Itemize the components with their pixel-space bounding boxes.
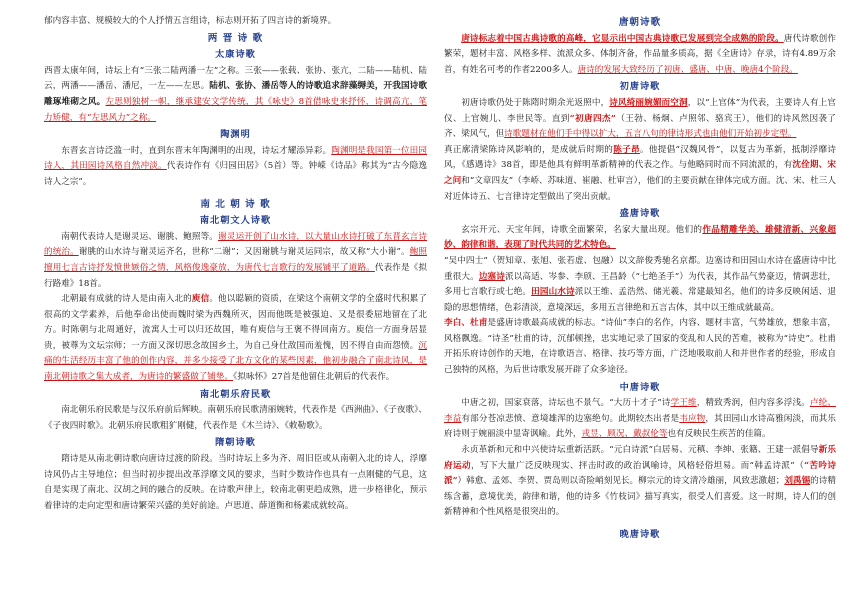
subsection-title-chu: 初唐诗歌 (619, 81, 661, 93)
text-span: ，写下大量广泛反映现实、抨击时政的政治讽喻诗，风格轻俗坦易。而“韩孟诗派”（ (470, 460, 805, 471)
highlight-span: 学王维 (670, 398, 697, 409)
highlight-span: 鲍照擅用七言古诗抒发愤世嫉俗之情，风格俊逸豪放，为唐代七言歌行的发展铺平了道路。 (44, 247, 427, 273)
text-span: 东晋玄言诗泛滥一时，直到东晋末年陶渊明的出现，诗坛才耀添异彩。 (61, 145, 332, 156)
highlight-span: 谢灵运开创了山水诗，以大量山水诗打破了东晋玄言诗的统治。 (44, 231, 427, 258)
paragraph-sui: 隋诗是从南北朝诗歌向唐诗过渡的阶段。当时诗坛上多为齐、周旧臣或从南朝入北的诗人，浮靡诗风仍占主导地位；但当时初步提出改革浮靡文风的要求，当时少数诗作也具有一点刚健的气息，这自是实现了南北、汉胡之间的融合的反映。在诗歌声律上，较南北朝更趋成熟，进一步格律化，预示着律诗的走向定型和唐诗繁荣兴盛的美好前途。卢思道、薛道衡和杨素成就较高。 (44, 454, 427, 511)
text-span: “吴中四士”（贺知章、张旭、张若虚、包融）以文辞俊秀驰名京都。边塞诗和田园山水诗在盛唐诗中比重很大。 (444, 255, 836, 282)
subsection-title-wan: 晚唐诗歌 (619, 529, 661, 540)
section-title-tang: 唐朝诗歌 (618, 17, 662, 28)
highlight-span: “初唐四杰” (569, 113, 616, 124)
highlight-span: 沉痛的生活经历丰富了他的创作内容，并多少接受了北方文化的某些因素，他初步融合了南北诗风，是南北朝诗歌之集大成者，为唐诗的繁盛做了铺垫。 (44, 340, 427, 383)
subsection-title-zhong: 中唐诗歌 (619, 381, 661, 393)
text-span: 代表诗作有《归园田居》（5首）等。钟嵘《诗品》称其为“古今隐逸诗人之宗”。 (44, 161, 427, 187)
text-span: 永贞革新和元和中兴使诗坛重新活跃。“元白诗派”白居易、元稹、李绅、张籍、王建一派倡导 (461, 445, 819, 456)
text-span: 西晋太康年间，诗坛上有“三张二陆两潘一左”之称。三张——张载、张协、张亢，二陆——陆机、陆云，两潘——潘岳、潘尼，一左——左思。 (44, 65, 427, 92)
paragraph-taikang (44, 64, 427, 126)
highlight-span: 唐诗的发展大致经历了初唐、盛唐、中唐、晚唐4个阶段。 (577, 64, 798, 75)
subsection-title-yuefu: 南北朝乐府民歌 (199, 388, 272, 400)
text-span: 《拟咏怀》27首是他留住北朝后的代表作。 (233, 372, 395, 383)
paragraph-wenren-2 (44, 292, 427, 386)
text-span: 和“文章四友”（李峤、苏味道、崔融、杜审言），他们的主要贡献在律体完成方面。沈、宋、杜三人对近体诗五、七言律诗定型做出了突出贡献。 (444, 175, 836, 202)
highlight-span: 李白、杜甫 (444, 318, 488, 329)
intro-paragraph: 郁内容丰富、规模较大的个人抒情五言组诗，标志则开拓了四言诗的新境界。 (44, 16, 337, 26)
text-span: 唐代诗歌创作繁荣，题材丰富、风格多样、流派众多、体制齐备，作品量多质高，据《全唐诗》存录，诗有4.89万余首，有姓名可考的作者2200多人。 (444, 33, 836, 75)
paragraph-tang (444, 32, 836, 79)
text-span: 中唐之初，国家衰落，诗坛也不景气。“大历十才子”诗 (461, 398, 671, 409)
text-span: ，其田园山水诗高雅闲淡，而其乐府诗则于婉丽淡中显寄讽喻。此外， (444, 413, 836, 440)
paragraph-sheng-1 (444, 223, 836, 254)
text-span: 的诗精练含蓄，意境优美，韵律和谐，他的诗多《竹枝词》描写真实，很受人们喜爱。这一时期，诗人们的创新精神和个性风格是很突出的。 (444, 476, 836, 518)
subsection-title-wenren: 南北朝文人诗歌 (199, 215, 272, 227)
text-span: 初唐诗歌仍处于陈隋时期余光返照中， (461, 97, 610, 108)
highlight-span: 韦应物 (679, 413, 706, 424)
highlight-span: “苦吟诗派” (444, 460, 836, 487)
highlight-span: 田园山水诗 (531, 287, 575, 298)
highlight-span: 卢纶、李益 (444, 398, 836, 424)
right-column (444, 14, 836, 544)
highlight-span: 陶渊明是我国第一位田园诗人，其田园诗风格自然冲淡。 (44, 145, 427, 172)
text-span: ）韩愈、孟郊、李贺、贾岛则以奇险峭刻见长。柳宗元的诗文清冷雄丽，风致悲激超； (457, 476, 785, 487)
text-span: 代表作是《拟行路难》18首。 (44, 262, 427, 289)
text-span: ，以“上官体”为代表，主要诗人有上官仪、上官婉儿、李世民等。直到 (444, 97, 836, 124)
text-span: 北朝最有成就的诗人是由南入北的 (61, 294, 192, 305)
text-span: 有部分苍凉悲愤、意境雄浑的边塞绝句。此期较杰出者是 (461, 413, 680, 424)
text-span: 也有反映民生疾苦的佳篇。 (667, 429, 771, 440)
highlight-span: 新乐府运动 (444, 445, 836, 471)
subsection-title-tao: 陶渊明 (220, 129, 251, 141)
paragraph-sheng-3 (444, 316, 836, 378)
highlight-span: 刘禹锡 (784, 476, 811, 487)
highlight-span: 边塞诗 (478, 271, 505, 282)
subsection-title-sui: 隋朝诗歌 (215, 437, 256, 449)
paragraph-sheng-2 (444, 254, 836, 316)
paragraph-yuefu: 南北朝乐府民歌是与汉乐府前后辉映。南朝乐府民歌清丽婉转，代表作是《西洲曲》、《子夜歌》、《子夜四时歌》。北朝乐府民歌粗犷刚健，代表作是《木兰诗》、《敕勒歌》。 (44, 405, 427, 431)
text-span: 派以王维、孟浩然、储光羲、常建最知名，他们的诗多反映闲适、退隐的思想情绪，色彩清淡，意境深远，多用五言律绝和五言古体，其中以王维成就最高。 (444, 287, 836, 313)
highlight-span: 沈佺期、宋之问 (444, 160, 836, 186)
paragraph-zhong-2 (444, 443, 836, 521)
subsection-title-taikang: 太康诗歌 (215, 49, 256, 61)
highlight-span: 诗歌题材在他们手中得以扩大，五言八句的律诗形式也由他们开始初步定型。 (504, 129, 797, 140)
section-title-nanbei: 南 北 朝 诗 歌 (200, 198, 271, 210)
text-span: 真正廓清梁陈诗风影响的，是成就后时期的 (444, 144, 614, 155)
paragraph-wenren-1 (44, 230, 427, 292)
text-span: ，精致秀润，但内容多浮浅。 (696, 398, 810, 409)
highlight-span: 陈子昂 (613, 144, 640, 155)
text-span: 派以高适、岑参、李颀、王昌龄（“七绝圣手”）为代表，其作品气势豪迈，情调悲壮，多用七言歌行或七绝。 (444, 271, 836, 298)
section-title-jin: 两 晋 诗 歌 (207, 32, 264, 44)
text-span: 是盛唐诗歌最高成就的标志。“诗仙”李白的名作，内容、题材丰富，气势雄放，想象丰富，风格飘逸。“诗圣”杜甫的诗，沉郁顿挫，忠实地记录了国家的变乱和人民的苦难，被称为“诗史”。杜甫开拓乐府诗创作的天地，在诗歌语言、格律、技巧等方面，广泛地吸取前人和并世作者的经验，形成自己独特的风格，为后世诗歌发展开辟了众多途径。 (444, 318, 836, 376)
highlight-span: 诗风绮丽婉媚而空洞 (609, 97, 688, 108)
highlight-span: 唐诗标志着中国古典诗歌的高峰，它显示出中国古典诗歌已发展到完全成熟的阶段。 (461, 33, 784, 44)
highlight-span: 作品精雕华美、雄健清新、兴象超妙、韵律和谐，表现了时代共同的艺术特色。 (444, 224, 836, 251)
paragraph-chu-2 (444, 143, 836, 205)
highlight-span: 戎昱、顾况、戴叔伦等 (581, 429, 668, 440)
text-span: 谢朓的山水诗与谢灵运齐名，世称“二谢”；又因谢朓与谢灵运同宗，故又称“大小谢”。 (78, 247, 410, 258)
highlight-span: 庾信 (191, 294, 210, 305)
text-span: （王勃、杨炯、卢照邻、骆宾王），他们的诗风然因袭了齐、梁风气，但 (444, 113, 836, 140)
highlight-span: 陆机、张协、潘岳等人的诗歌追求辞藻缛美，开我国诗歌雕琢堆砌之风。 (44, 81, 427, 107)
text-span: 南朝代表诗人是谢灵运、谢朓、鲍照等。 (61, 231, 219, 242)
paragraph-chu-1 (444, 96, 836, 143)
text-span: 玄宗开元、天宝年间，诗歌全面繁荣，名家大量出现。他们的 (461, 224, 703, 235)
text-span: 。他提倡“汉魏风骨”，以复古为革新，抵制浮靡诗风，《感遇诗》38首，即是他具有鲜明革新精神的代表之作。与他略同时而不同流派的，有 (444, 144, 836, 171)
highlight-span: 左思则独树一帜，继承建安文学传统，其《咏史》8首借咏史来抒怀，诗调高亢，笔力矫健，有“左思风力”之称。 (44, 96, 427, 123)
subsection-title-sheng: 盛唐诗歌 (619, 208, 661, 220)
left-column (44, 14, 427, 514)
paragraph-tao (44, 144, 427, 191)
text-span: 。他以聪颖的资质，在梁这个南朝文学的全盛时代积累了很高的文学素养，后他奉命出使而魏时梁为西魏所灭，因而他既是被强迫、又是很委屈地留在了北方。时陈朝与北周通好，流寓人士可以归还故国，唯有庾信与王褒不得回南方。庾信一方面身居显贵，被尊为文坛宗师；一方面又深切思念故国乡土，为自己身仕敌国而羞愧，因不得自由而怨愤。 (44, 294, 427, 351)
paragraph-zhong-1 (444, 396, 836, 443)
